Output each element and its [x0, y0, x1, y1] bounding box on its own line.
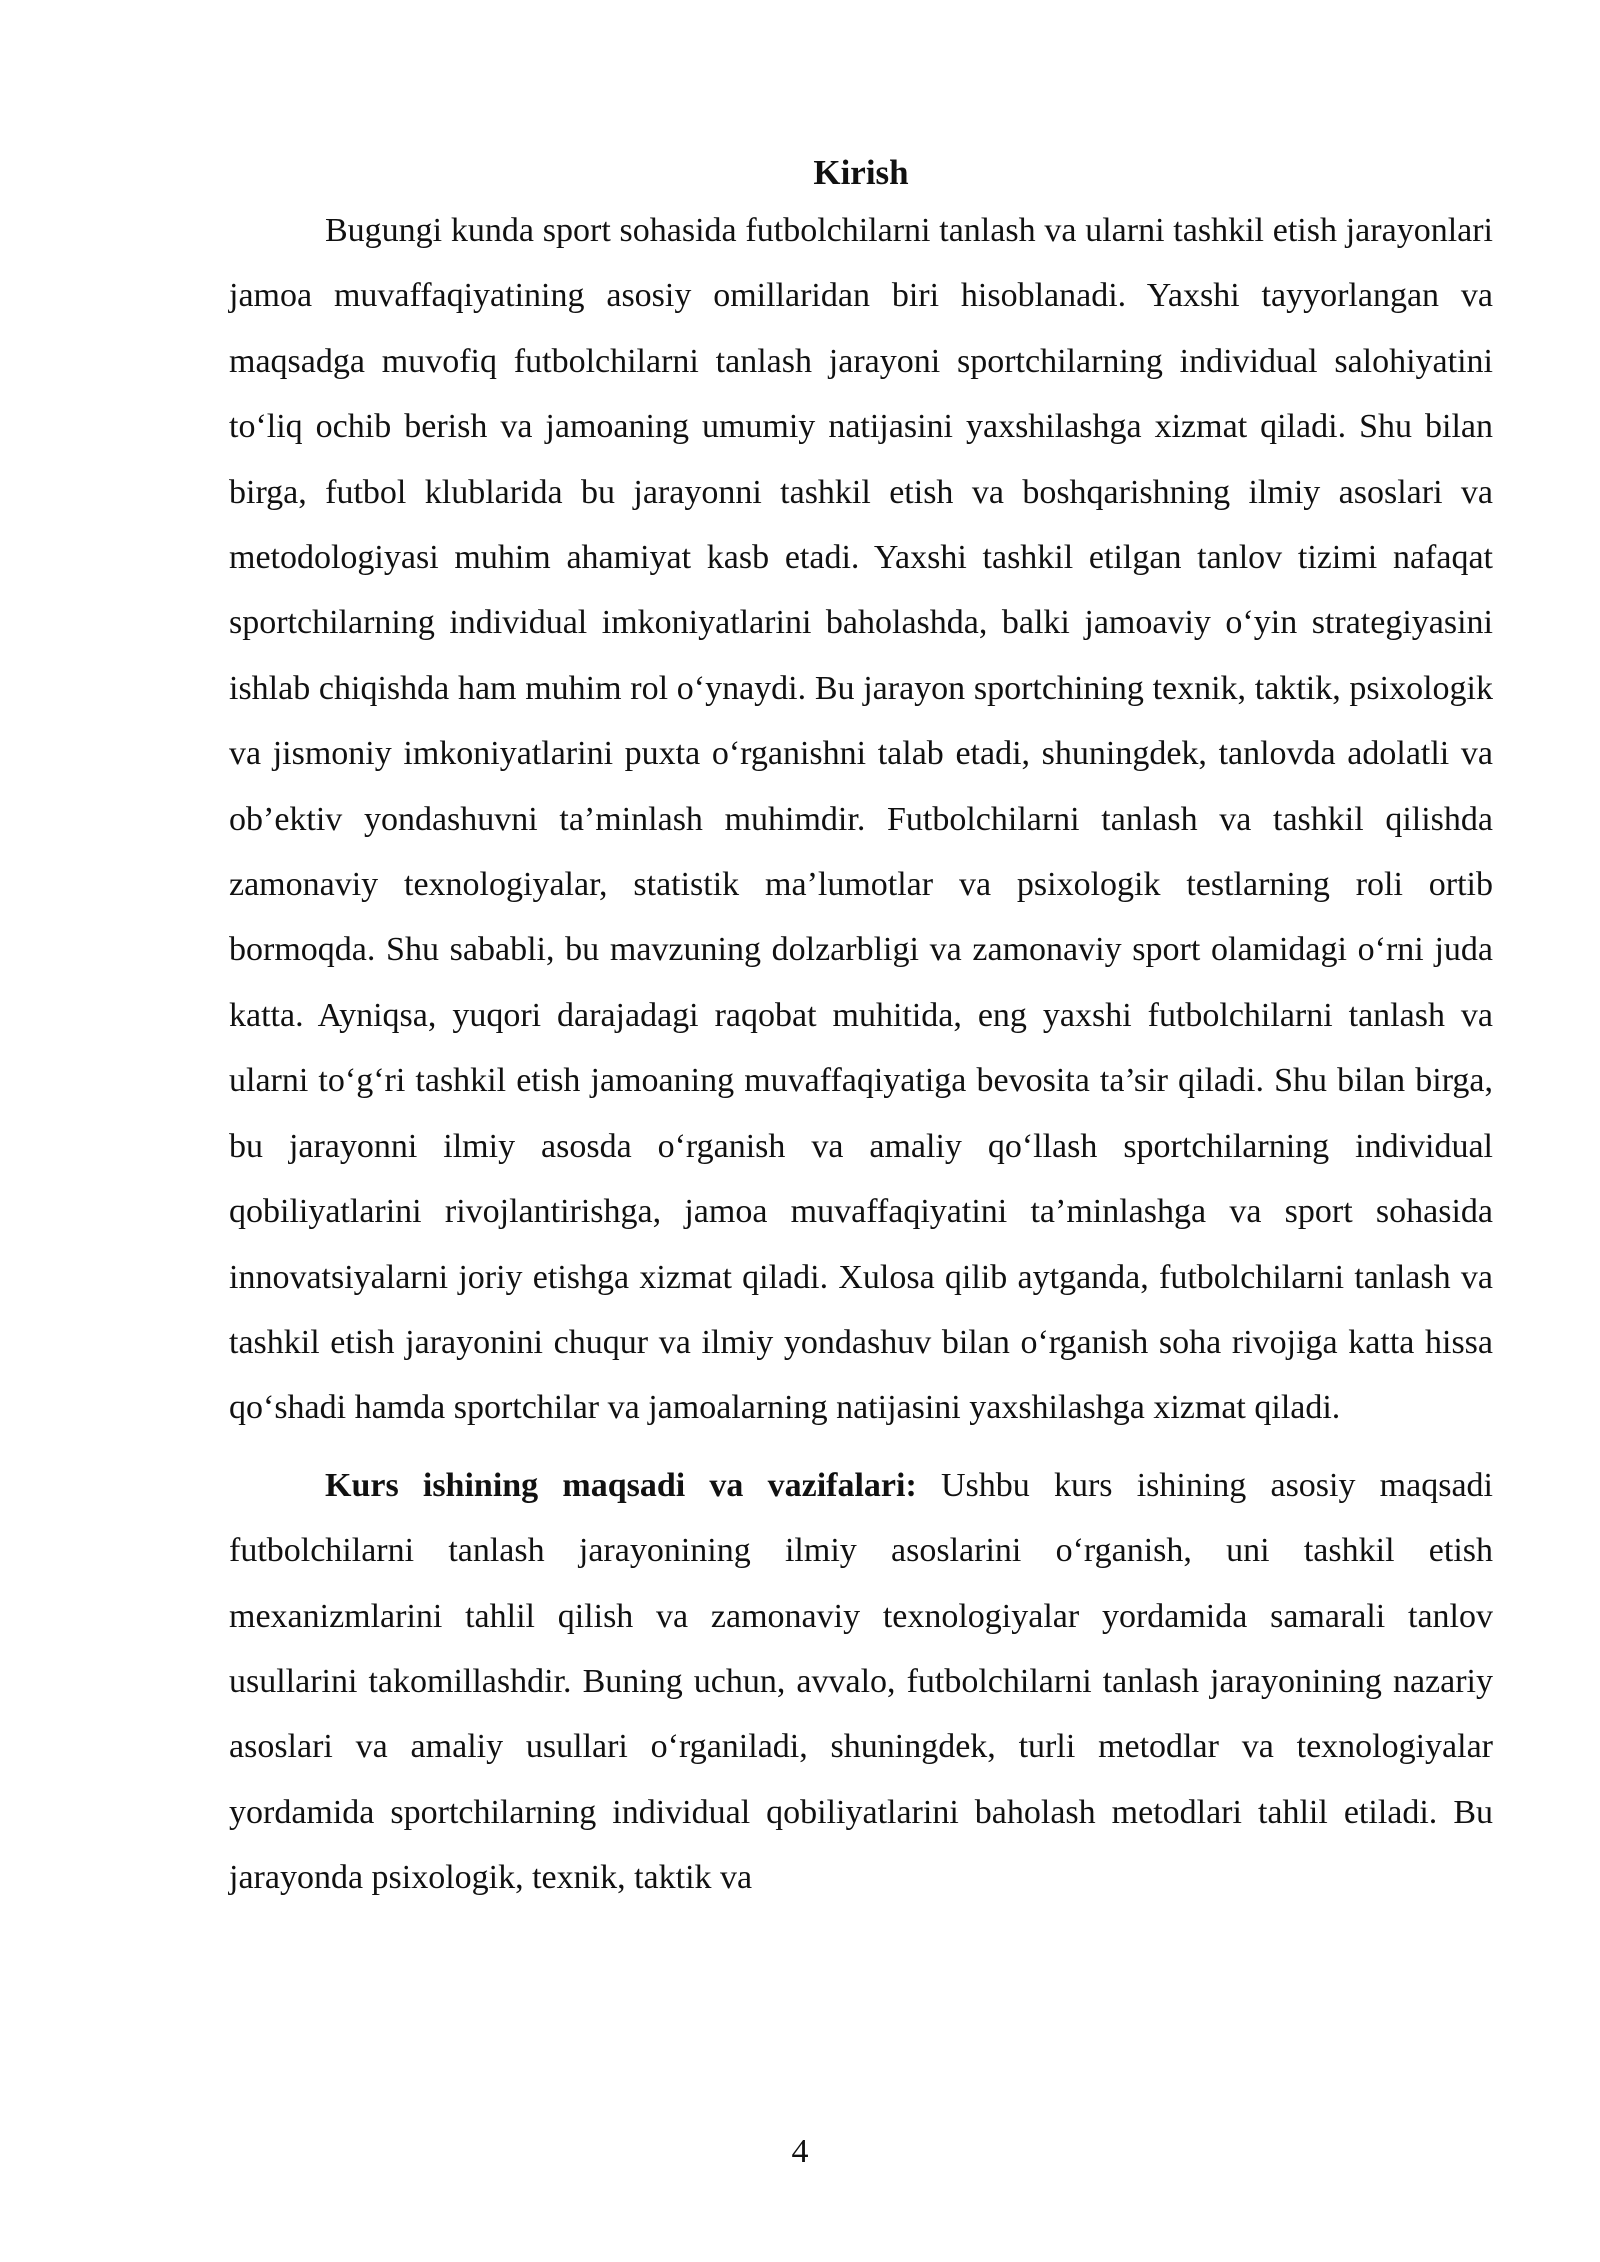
intro-paragraph-text: Bugungi kunda sport sohasida futbolchilarni tanlash va ularni tashkil etish jarayonlari jamoa muvaffaqiyatining asosiy omillaridan biri hisoblanadi. Yaxshi tayyorlangan va maqsadga muvofiq futbolchilarni tanlash jarayoni sportchilarning individual salohiyatini to‘liq ochib berish va jamoaning umumiy natijasini yaxshilashga xizmat qiladi. Shu bilan birga, futbol klublarida bu jarayonni tashkil etish va boshqarishning ilmiy asoslari va metodologiyasi muhim ahamiyat kasb etadi. Yaxshi tashkil etilgan tanlov tizimi nafaqat sportchilarning individual imkoniyatlarini baholashda, balki jamoaviy o‘yin strategiyasini ishlab chiqishda ham muhim rol o‘ynaydi. Bu jarayon sportchining texnik, taktik, psixologik va jismoniy imkoniyatlarini puxta o‘rganishni talab etadi, shuningdek, tanlovda adolatli va ob’ektiv yondashuvni ta’minlash muhimdir. Futbolchilarni tanlash va tashkil qilishda zamonaviy texnologiyalar, statistik ma’lumotlar va psixologik testlarning roli ortib bormoqda. Shu sababli, bu mavzuning dolzarbligi va zamonaviy sport olamidagi o‘rni juda katta. Ayniqsa, yuqori darajadagi raqobat muhitida, eng yaxshi futbolchilarni tanlash va ularni to‘g‘ri tashkil etish jamoaning muvaffaqiyatiga bevosita ta’sir qiladi. Shu bilan birga, bu jarayonni ilmiy asosda o‘rganish va amaliy qo‘llash sportchilarning individual qobiliyatlarini rivojlantirishga, jamoa muvaffaqiyatini ta’minlashga va sport sohasida innovatsiyalarni joriy etishga xizmat qiladi. Xulosa qilib aytganda, futbolchilarni tanlash va tashkil etish jarayonini chuqur va ilmiy yondashuv bilan o‘rganish soha rivojiga katta hissa qo‘shadi hamda sportchilar va jamoalarning natijasini yaxshilashga xizmat qiladi.: [229, 212, 1493, 1427]
intro-paragraph: [229, 198, 1493, 1441]
document-page: [229, 150, 1493, 1911]
page-number: 4: [791, 2133, 809, 2170]
section-title: Kirish: [813, 153, 909, 192]
goals-paragraph-text: Ushbu kurs ishining asosiy maqsadi futbolchilarni tanlash jarayonining ilmiy asoslarini o‘rganish, uni tashkil etish mexanizmlarini tahlil qilish va zamonaviy texnologiyalar yordamida samarali tanlov usullarini takomillashdir. Buning uchun, avvalo, futbolchilarni tanlash jarayonining nazariy asoslari va amaliy usullari o‘rganiladi, shuningdek, turli metodlar va texnologiyalar yordamida sportchilarning individual qobiliyatlarini baholash metodlari tahlil etiladi. Bu jarayonda psixologik, texnik, taktik va: [229, 1466, 1493, 1897]
goals-paragraph: [229, 1453, 1493, 1911]
goals-heading: Kurs ishining maqsadi va vazifalari:: [325, 1466, 917, 1504]
